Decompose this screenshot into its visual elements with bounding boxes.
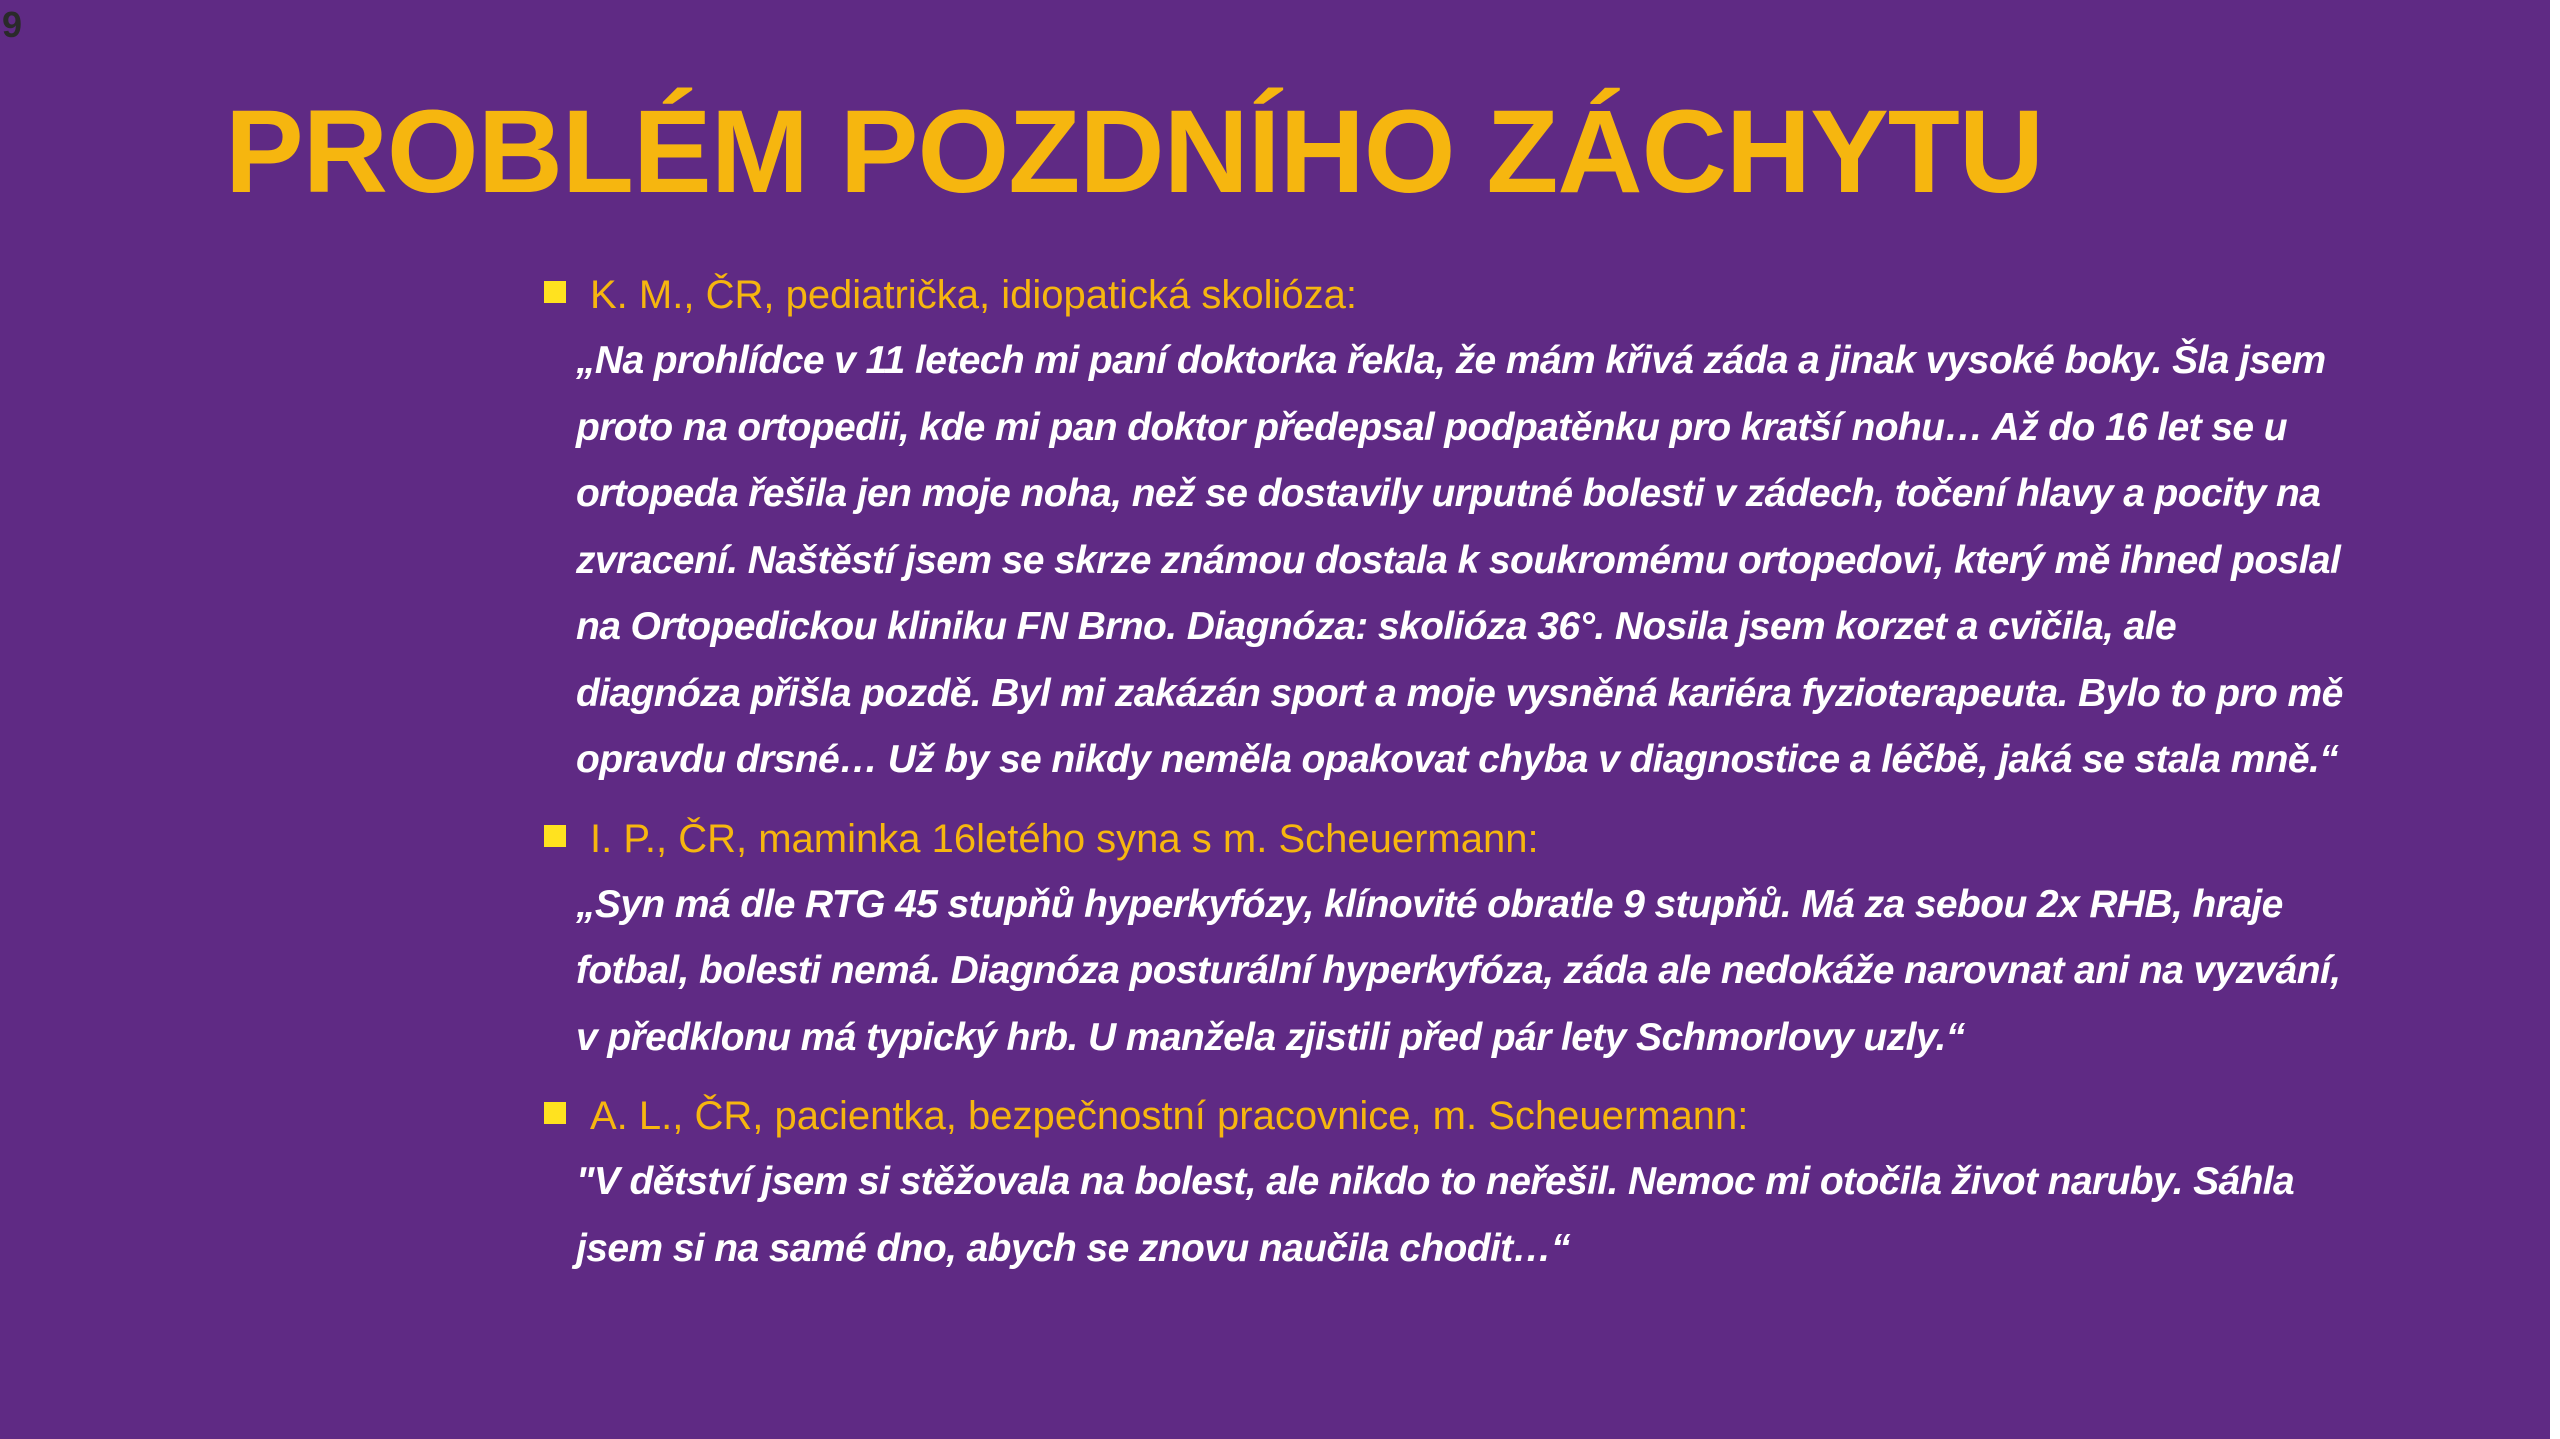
- testimonial-heading: I. P., ČR, maminka 16letého syna s m. Scheuermann:: [590, 816, 1539, 861]
- testimonial-quote: "V dětství jsem si stěžovala na bolest, ale nikdo to neřešil. Nemoc mi otočila život naruby. Sáhla jsem si na samé dno, abych se znovu naučila chodit…“: [576, 1160, 2295, 1270]
- slide-edge-strip: [2550, 0, 2560, 1439]
- testimonial-item: [540, 268, 2350, 794]
- page-number: 9: [2, 4, 23, 45]
- testimonial-heading: K. M., ČR, pediatrička, idiopatická skolióza:: [590, 273, 1357, 317]
- square-bullet-icon: [544, 1102, 566, 1124]
- testimonial-quote: „Syn má dle RTG 45 stupňů hyperkyfózy, klínovité obratle 9 stupňů. Má za sebou 2x RHB, hraje fotbal, bolesti nemá. Diagnóza posturální hyperkyfóza, záda ale nedokáže narovnat ani na vyzvání, v předklonu má typický hrb. U manžela zjistili před pár lety Schmorlovy uzly.“: [576, 882, 2341, 1059]
- square-bullet-icon: [544, 281, 566, 303]
- testimonial-item: [540, 1089, 2350, 1282]
- testimonial-quote: „Na prohlídce v 11 letech mi paní doktorka řekla, že mám křivá záda a jinak vysoké boky. Šla jsem proto na ortopedii, kde mi pan doktor předepsal podpatěnku pro kratší nohu… Až do 16 let se u ortopeda řešila jen moje noha, než se dostavily urputné bolesti v zádech, točení hlavy a pocity na zvracení. Naštěstí jsem se skrze známou dostala k soukromému ortopedovi, který mě ihned poslal na Ortopedickou kliniku FN Brno. Diagnóza: skolióza 36°. Nosila jsem korzet a cvičila, ale diagnóza přišla pozdě. Byl mi zakázán sport a moje vysněná kariéra fyzioterapeuta. Bylo to pro mě opravdu drsné… Už by se nikdy neměla opakovat chyba v diagnostice a léčbě, jaká se stala mně.“: [576, 339, 2343, 781]
- testimonial-item: [540, 812, 2350, 1072]
- testimonial-list: [540, 268, 2350, 1300]
- square-bullet-icon: [544, 825, 566, 847]
- testimonial-heading: A. L., ČR, pacientka, bezpečnostní pracovnice, m. Scheuermann:: [590, 1094, 1749, 1138]
- slide-title: PROBLÉM POZDNÍHO ZÁCHYTU: [225, 86, 2044, 218]
